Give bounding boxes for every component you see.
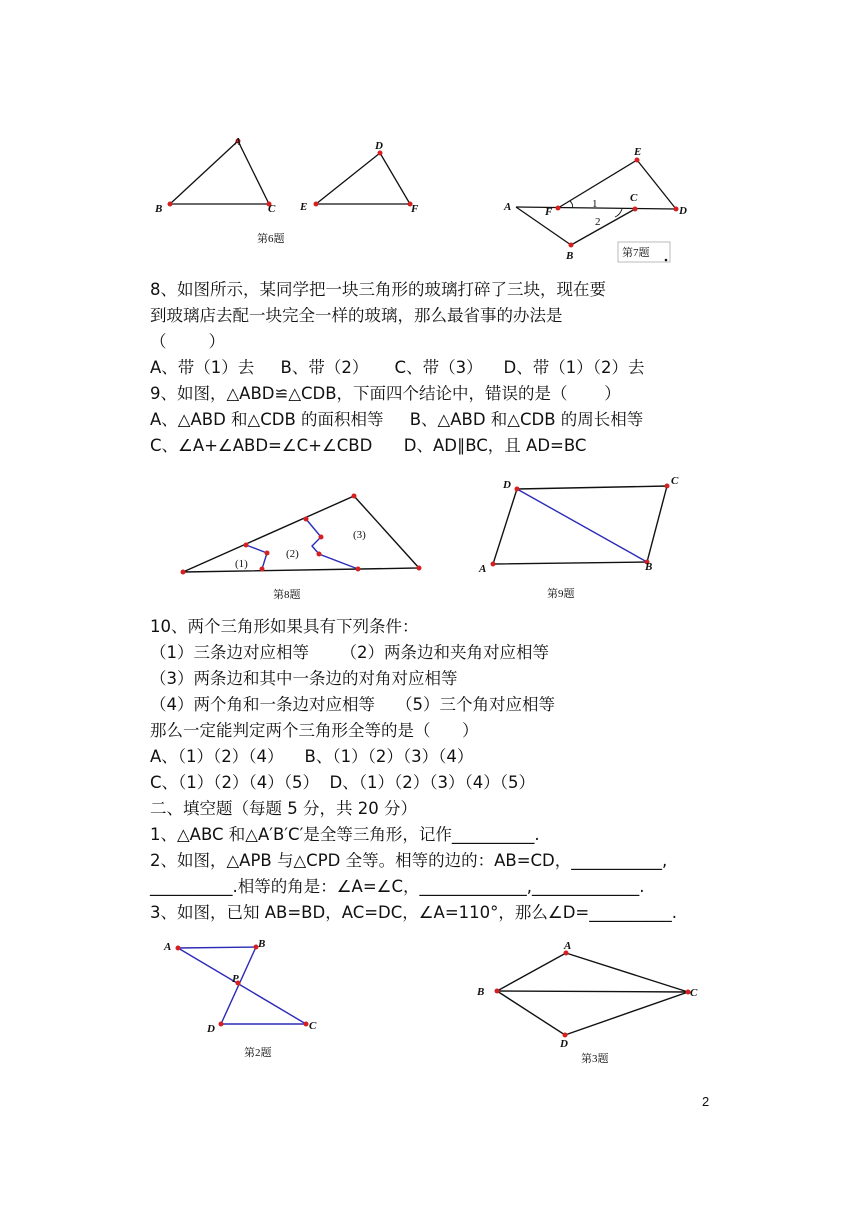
- label-b: B: [566, 250, 574, 262]
- fill-question-2-line1: 2、如图，△APB 与△CPD 全等。相等的边的：AB=CD，___________,: [150, 851, 668, 870]
- figure-8-svg: [175, 490, 430, 605]
- figure-8-caption: 第8题: [273, 589, 301, 601]
- label-a: A: [164, 941, 172, 953]
- angle-2-label: 2: [595, 216, 601, 228]
- q8-stem-line2: 到玻璃店去配一块完全一样的玻璃，那么最省事的办法是: [150, 306, 563, 325]
- piece-3-label: (3): [353, 529, 366, 541]
- q8-answer-blank: （ ）: [150, 332, 225, 351]
- q10-condition-3: （3）两条边和其中一条边的对角对应相等: [150, 669, 458, 688]
- label-d: D: [375, 140, 383, 152]
- triangle-abc: [154, 136, 276, 215]
- q10-options-cd: C、（1）（2）（4）（5） D、（1）（2）（3）（4）（5）: [150, 773, 535, 792]
- label-c: C: [671, 475, 679, 487]
- label-d: D: [560, 1038, 568, 1050]
- q8-options: A、带（1）去 B、带（2） C、带（3） D、带（1）（2）去: [150, 358, 645, 377]
- label-c: C: [268, 203, 276, 215]
- fill-question-3: 3、如图，已知 AB=BD，AC=DC，∠A=110°，那么∠D=__________.: [150, 903, 677, 922]
- label-d: D: [503, 479, 511, 491]
- fill-question-1: 1、△ABC 和△A′B′C′是全等三角形，记作__________.: [150, 825, 540, 844]
- figure-3-bottom: [473, 940, 713, 1070]
- label-c: C: [690, 987, 698, 999]
- page-number: 2: [702, 1094, 710, 1109]
- figure-7-caption: 第7题: [622, 247, 650, 259]
- q9-stem: 9、如图，△ABD≌△CDB，下面四个结论中，错误的是（ ）: [150, 384, 621, 403]
- figure-7: [498, 143, 708, 265]
- figure-7-svg: [498, 143, 708, 265]
- figure-3-svg: [473, 940, 713, 1070]
- label-a: A: [564, 940, 572, 952]
- q10-conditions-1-2: （1）三条边对应相等 （2）两条边和夹角对应相等: [150, 643, 549, 662]
- q10-options-ab: A、（1）（2）（4） B、（1）（2）（3）（4）: [150, 747, 474, 766]
- figure-3-caption: 第3题: [581, 1053, 609, 1065]
- figure-2-svg: [158, 935, 328, 1065]
- q9-options-ab: A、△ABD 和△CDB 的面积相等 B、△ABD 和△CDB 的周长相等: [150, 410, 644, 429]
- figure-6: [150, 135, 430, 250]
- label-a: A: [234, 136, 242, 148]
- label-d: D: [679, 205, 687, 217]
- label-a: A: [479, 563, 487, 575]
- triangle-def: [299, 140, 419, 215]
- fill-question-2-line2: __________.相等的角是：∠A=∠C，_____________,_____________.: [150, 877, 645, 896]
- q8-stem-line1: 8、如图所示，某同学把一块三角形的玻璃打碎了三块，现在要: [150, 280, 606, 299]
- label-b: B: [477, 986, 485, 998]
- label-d: D: [207, 1023, 215, 1035]
- label-f: F: [545, 206, 553, 218]
- label-c: C: [309, 1020, 317, 1032]
- figure-8: [175, 490, 430, 605]
- figure-9-svg: [475, 472, 690, 607]
- piece-1-label: (1): [235, 558, 248, 570]
- q10-question: 那么一定能判定两个三角形全等的是（ ）: [150, 721, 479, 740]
- q10-stem: 10、两个三角形如果具有下列条件：: [150, 617, 419, 636]
- q10-conditions-4-5: （4）两个角和一条边对应相等 （5）三个角对应相等: [150, 695, 555, 714]
- label-a: A: [504, 201, 512, 213]
- label-e: E: [300, 201, 308, 213]
- label-b: B: [155, 203, 163, 215]
- q9-options-cd: C、∠A+∠ABD=∠C+∠CBD D、AD∥BC，且 AD=BC: [150, 436, 587, 455]
- figure-6-svg: [150, 135, 430, 250]
- angle-1-label: 1: [592, 198, 598, 210]
- label-b: B: [645, 561, 653, 573]
- label-f: F: [411, 203, 419, 215]
- figure-2-caption: 第2题: [244, 1047, 272, 1059]
- figure-9: [475, 472, 690, 607]
- section-2-title: 二、填空题（每题 5 分，共 20 分）: [150, 799, 417, 818]
- label-c: C: [630, 192, 638, 204]
- label-e: E: [634, 146, 642, 158]
- label-p: P: [232, 973, 239, 985]
- piece-2-label: (2): [286, 548, 299, 560]
- figure-2-bottom: [158, 935, 328, 1065]
- figure-9-caption: 第9题: [547, 588, 575, 600]
- figure-6-caption: 第6题: [257, 233, 285, 245]
- label-b: B: [258, 938, 266, 950]
